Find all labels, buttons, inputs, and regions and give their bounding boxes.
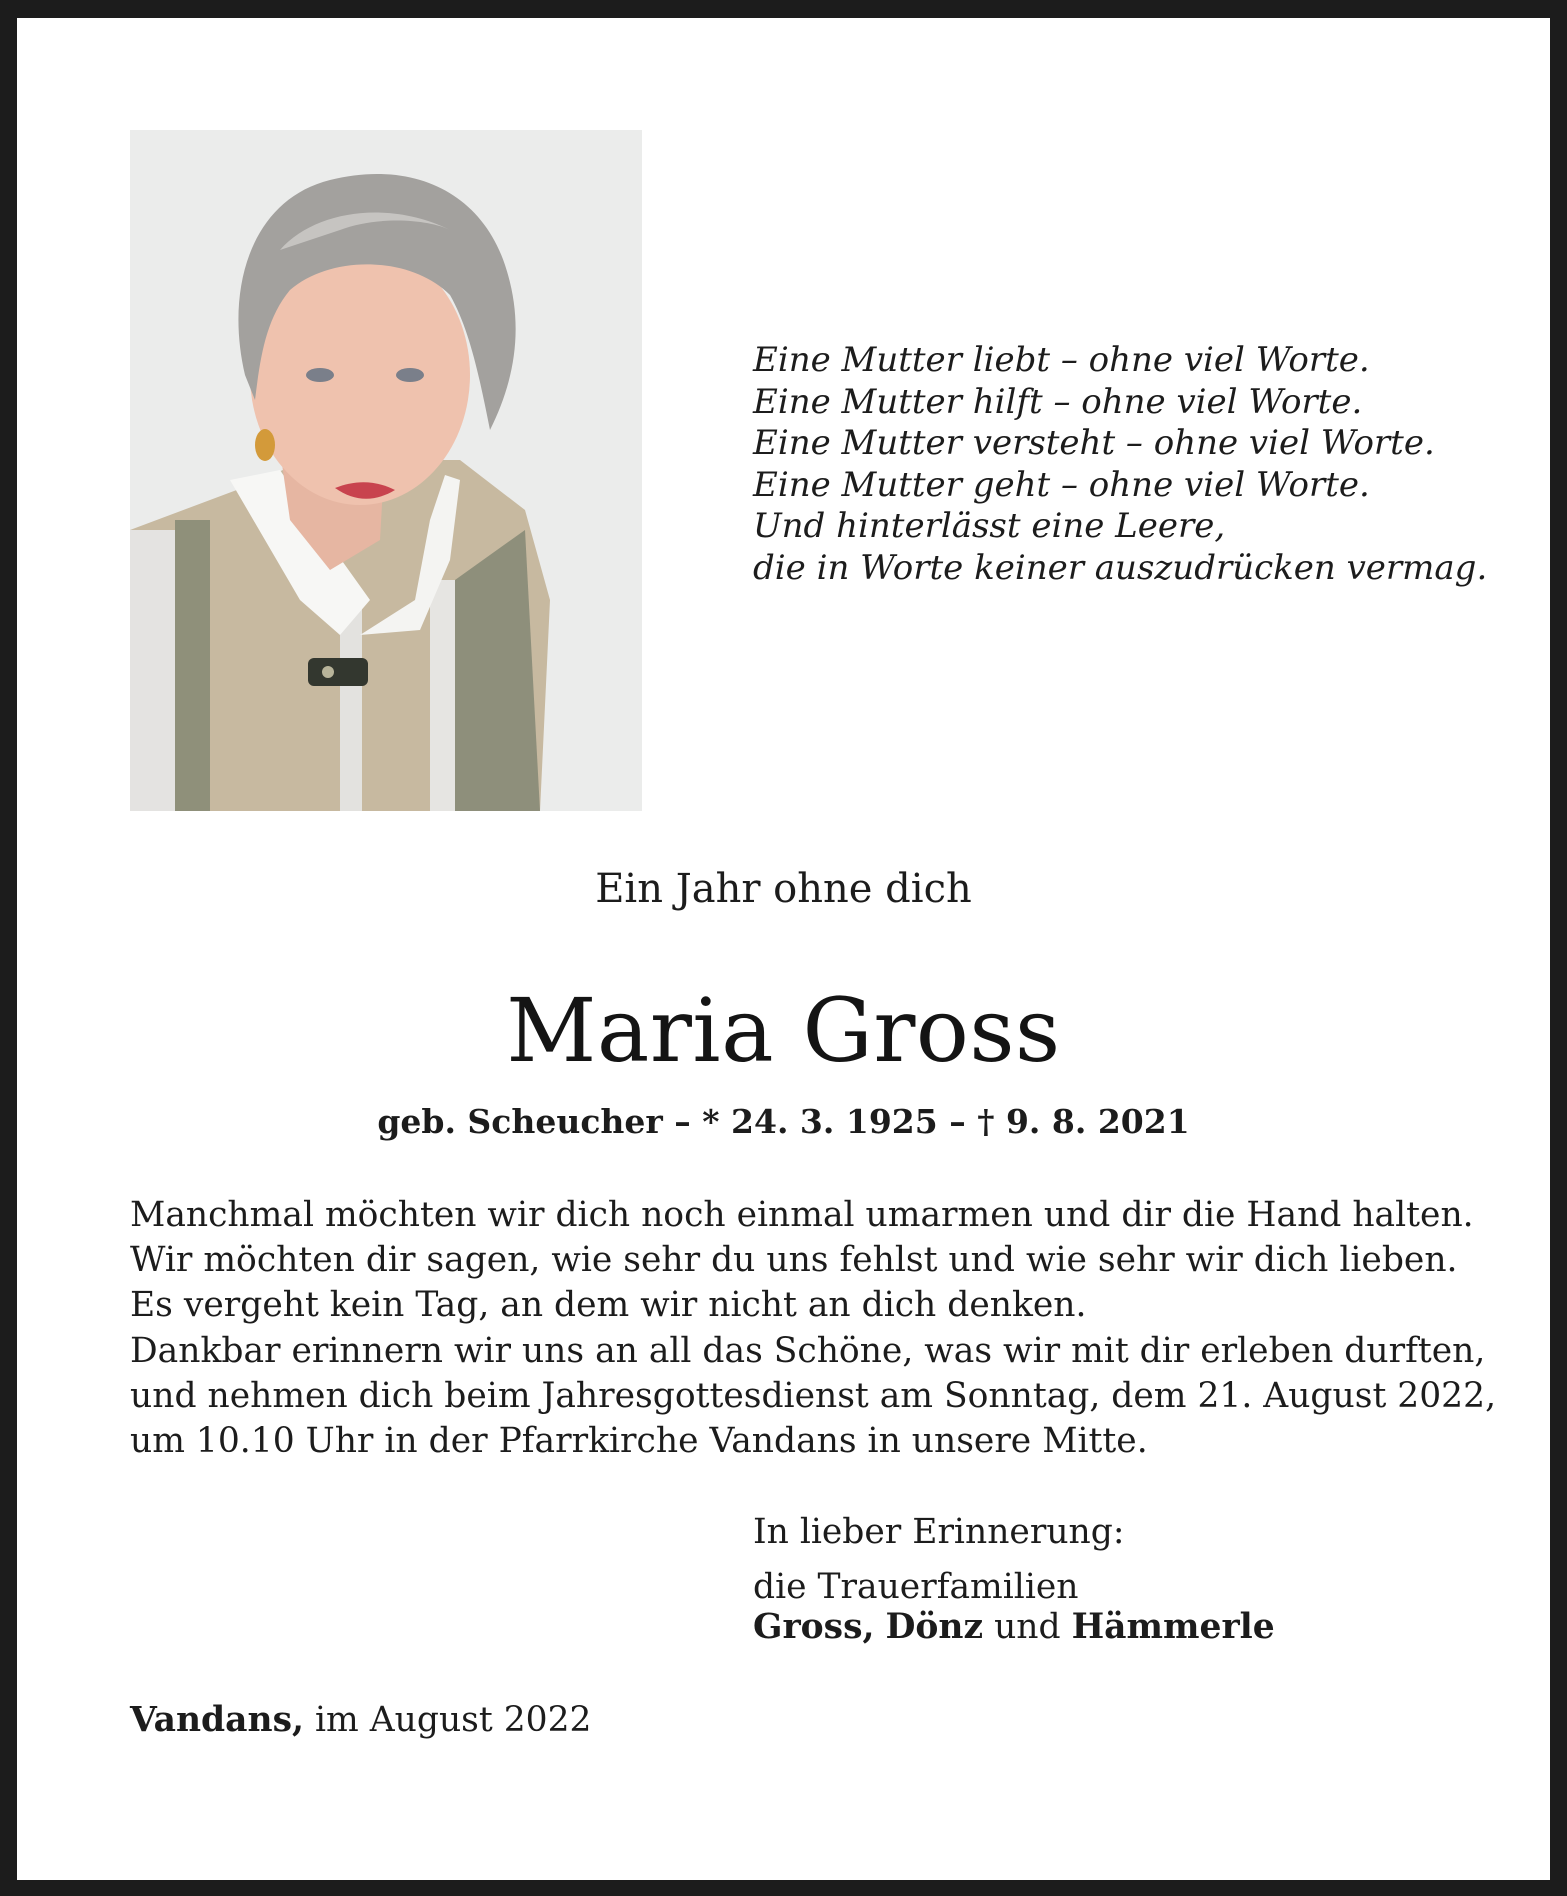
poem-line: die in Worte keiner auszudrücken vermag. — [753, 547, 1488, 588]
deceased-name: Maria Gross — [506, 979, 1061, 1082]
paragraph-line: und nehmen dich beim Jahresgottesdienst am Sonntag, dem 21. August 2022, — [130, 1376, 1497, 1416]
paragraph-line: um 10.10 Uhr in der Pfarrkirche Vandans in unsere Mitte. — [130, 1421, 1148, 1461]
birth-death-details: geb. Scheucher – * 24. 3. 1925 – † 9. 8. 2021 — [377, 1102, 1190, 1141]
anniversary-subtitle: Ein Jahr ohne dich — [595, 866, 972, 912]
family-name: Dönz — [885, 1607, 984, 1647]
date-text: im August 2022 — [315, 1700, 592, 1740]
paragraph-service — [130, 1329, 1497, 1464]
place-date-line — [130, 1700, 592, 1740]
paragraph-line: Es vergeht kein Tag, an dem wir nicht an dich denken. — [130, 1285, 1087, 1325]
paragraph-line: Manchmal möchten wir dich noch einmal umarmen und dir die Hand halten. — [130, 1195, 1474, 1235]
poem-line: Eine Mutter hilft – ohne viel Worte. — [753, 381, 1363, 422]
poem-line: Eine Mutter liebt – ohne viel Worte. — [753, 340, 1370, 380]
portrait-photo — [130, 130, 642, 811]
place-name: Vandans, — [130, 1700, 305, 1740]
signature-families-label: die Trauerfamilien — [753, 1567, 1079, 1607]
signature-intro: In lieber Erinnerung: — [753, 1512, 1125, 1552]
paragraph-line: Dankbar erinnern wir uns an all das Schöne, was wir mit dir erleben durften, — [130, 1331, 1486, 1371]
memorial-poem — [753, 340, 1488, 589]
family-connector: und — [994, 1607, 1061, 1647]
paragraph-remembrance — [130, 1193, 1474, 1328]
poem-line: Eine Mutter geht – ohne viel Worte. — [753, 464, 1370, 505]
paragraph-line: Wir möchten dir sagen, wie sehr du uns fehlst und wie sehr wir dich lieben. — [130, 1240, 1458, 1280]
family-name: Hämmerle — [1071, 1607, 1275, 1647]
family-name: Gross, — [753, 1607, 875, 1647]
poem-line: Und hinterlässt eine Leere, — [753, 506, 1226, 546]
signature-family-names — [753, 1607, 1275, 1647]
poem-line: Eine Mutter versteht – ohne viel Worte. — [753, 423, 1435, 463]
